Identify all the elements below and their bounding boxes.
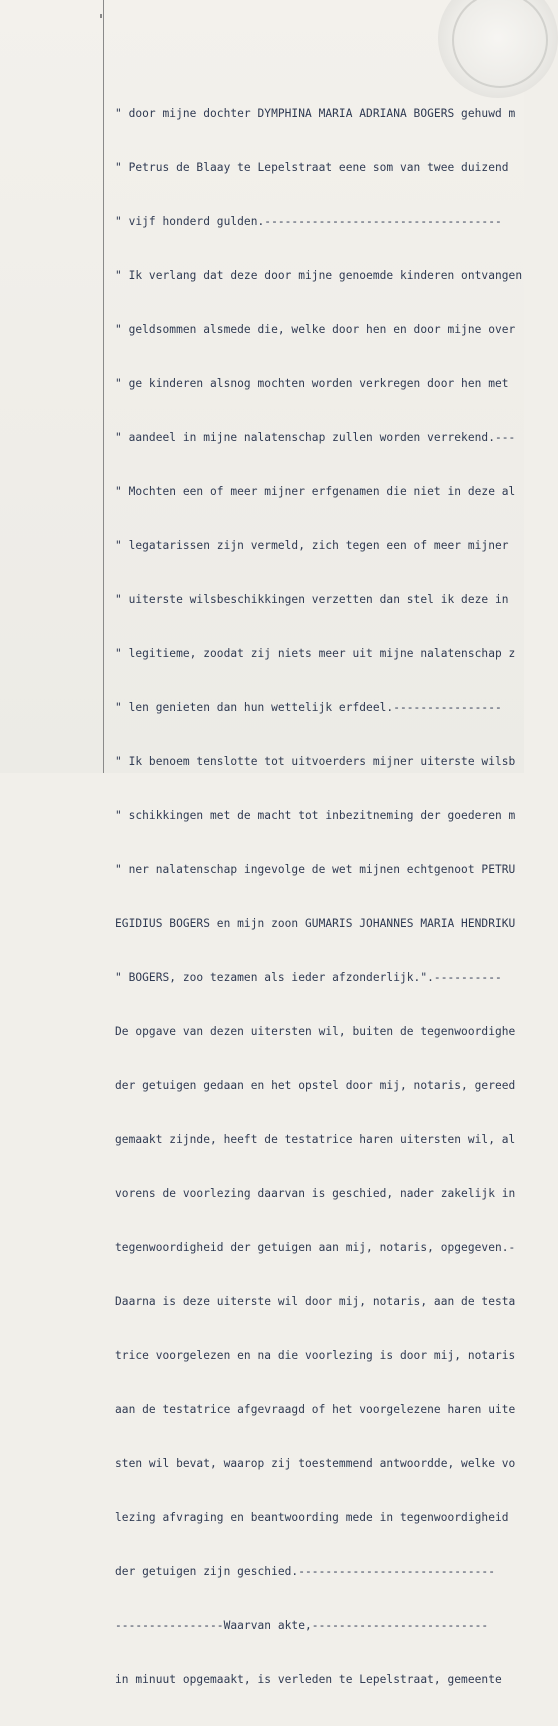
text-line: " aandeel in mijne nalatenschap zullen worden verrekend.--- — [115, 431, 516, 444]
text-line: " uiterste wilsbeschikkingen verzetten dan stel ik deze in — [115, 593, 509, 606]
text-line: " Mochten een of meer mijner erfgenamen die niet in deze al — [115, 485, 516, 498]
text-line: lezing afvraging en beantwoording mede in tegenwoordigheid — [115, 1511, 509, 1524]
text-line: " Ik verlang dat deze door mijne genoemde kinderen ontvangen — [115, 269, 523, 282]
text-line: gemaakt zijnde, heeft de testatrice haren uitersten wil, al — [115, 1133, 516, 1146]
text-line: " ner nalatenschap ingevolge de wet mijnen echtgenoot PETRU — [115, 863, 516, 876]
text-line: " vijf honderd gulden.----------------------------------- — [115, 215, 502, 228]
text-line: " legitieme, zoodat zij niets meer uit mijne nalatenschap z — [115, 647, 516, 660]
text-line: " Petrus de Blaay te Lepelstraat eene som van twee duizend — [115, 161, 509, 174]
text-line: trice voorgelezen en na die voorlezing is door mij, notaris — [115, 1349, 516, 1362]
text-line: EGIDIUS BOGERS en mijn zoon GUMARIS JOHANNES MARIA HENDRIKU — [115, 917, 516, 930]
text-line: tegenwoordigheid der getuigen aan mij, notaris, opgegeven.- — [115, 1241, 516, 1254]
text-line: " legatarissen zijn vermeld, zich tegen een of meer mijner — [115, 539, 509, 552]
text-line: vorens de voorlezing daarvan is geschied, nader zakelijk in — [115, 1187, 516, 1200]
text-line: " geldsommen alsmede die, welke door hen en door mijne over — [115, 323, 516, 336]
text-line: sten wil bevat, waarop zij toestemmend antwoordde, welke vo — [115, 1457, 516, 1470]
text-line: " schikkingen met de macht tot inbezitneming der goederen m — [115, 809, 516, 822]
text-line: De opgave van dezen uitersten wil, buiten de tegenwoordighe — [115, 1025, 516, 1038]
text-line: " Ik benoem tenslotte tot uitvoerders mijner uiterste wilsb — [115, 755, 516, 768]
text-line: der getuigen gedaan en het opstel door mij, notaris, gereed — [115, 1079, 516, 1092]
margin-rule — [103, 0, 104, 773]
text-line: in minuut opgemaakt, is verleden te Lepelstraat, gemeente — [115, 1673, 502, 1686]
text-line: Daarna is deze uiterste wil door mij, notaris, aan de testa — [115, 1295, 516, 1308]
text-line: " len genieten dan hun wettelijk erfdeel.---------------- — [115, 701, 502, 714]
text-line: " door mijne dochter DYMPHINA MARIA ADRIANA BOGERS gehuwd m — [115, 107, 516, 120]
document-text — [115, 80, 535, 1726]
text-line: der getuigen zijn geschied.----------------------------- — [115, 1565, 495, 1578]
margin-tick-mark — [100, 14, 102, 18]
text-line: " BOGERS, zoo tezamen als ieder afzonderlijk.".---------- — [115, 971, 502, 984]
text-line: aan de testatrice afgevraagd of het voorgelezene haren uite — [115, 1403, 516, 1416]
text-line: " ge kinderen alsnog mochten worden verkregen door hen met — [115, 377, 509, 390]
text-line: ----------------Waarvan akte,-------------------------- — [115, 1619, 489, 1632]
